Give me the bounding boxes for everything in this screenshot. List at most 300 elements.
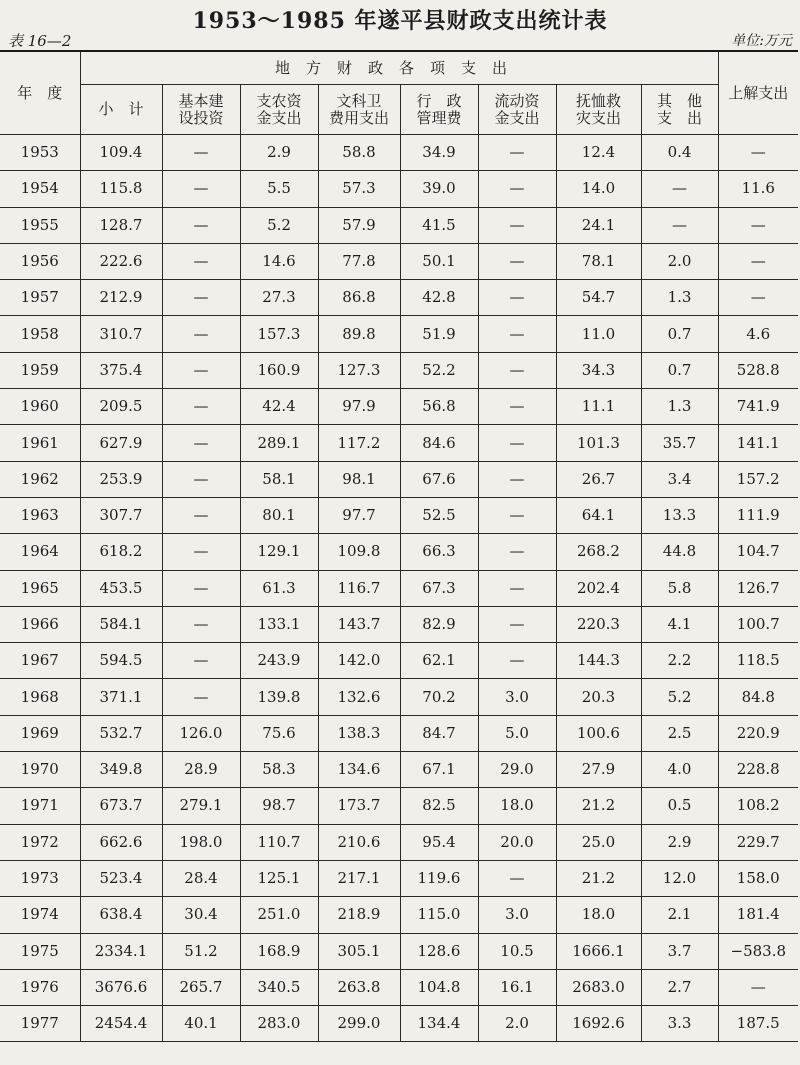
table-row [0, 570, 798, 606]
header-line: 小 计 [98, 100, 144, 118]
value-cell: — [478, 606, 556, 642]
value-cell: 0.7 [641, 352, 718, 388]
table-row [0, 933, 798, 969]
value-cell: 218.9 [318, 897, 400, 933]
value-cell: 64.1 [556, 497, 641, 533]
table-row [0, 643, 798, 679]
header-subtotal [80, 85, 162, 135]
remit-cell: 104.7 [718, 534, 798, 570]
remit-cell: — [718, 280, 798, 316]
header-relief [556, 85, 641, 135]
value-cell: 3.0 [478, 679, 556, 715]
value-cell: 4.0 [641, 752, 718, 788]
value-cell: 2.0 [478, 1006, 556, 1042]
value-cell: 133.1 [240, 606, 318, 642]
header-line: 流动资 [494, 91, 540, 110]
value-cell: 289.1 [240, 425, 318, 461]
value-cell: 44.8 [641, 534, 718, 570]
value-cell: 20.0 [478, 824, 556, 860]
header-line: 管理费 [416, 108, 462, 127]
value-cell: 125.1 [240, 860, 318, 896]
value-cell: 129.1 [240, 534, 318, 570]
value-cell: 2.0 [641, 243, 718, 279]
year-cell: 1974 [0, 897, 80, 933]
value-cell: 84.7 [400, 715, 478, 751]
year-cell: 1968 [0, 679, 80, 715]
value-cell: — [478, 425, 556, 461]
value-cell: 35.7 [641, 425, 718, 461]
value-cell: 2334.1 [80, 933, 162, 969]
table-row [0, 425, 798, 461]
year-cell: 1965 [0, 570, 80, 606]
value-cell: 2.9 [240, 135, 318, 171]
value-cell: 89.8 [318, 316, 400, 352]
value-cell: 98.7 [240, 788, 318, 824]
value-cell: — [478, 643, 556, 679]
value-cell: 305.1 [318, 933, 400, 969]
value-cell: 217.1 [318, 860, 400, 896]
value-cell: 128.6 [400, 933, 478, 969]
table-row [0, 752, 798, 788]
value-cell: — [162, 352, 240, 388]
value-cell: 2.5 [641, 715, 718, 751]
value-cell: 618.2 [80, 534, 162, 570]
value-cell: 30.4 [162, 897, 240, 933]
header-line: 抚恤救 [575, 91, 621, 110]
value-cell: 3.3 [641, 1006, 718, 1042]
value-cell: 251.0 [240, 897, 318, 933]
header-line: 支农资 [256, 91, 302, 110]
value-cell: 1.3 [641, 280, 718, 316]
remit-cell: 157.2 [718, 461, 798, 497]
year-cell: 1962 [0, 461, 80, 497]
value-cell: — [162, 606, 240, 642]
value-cell: 98.1 [318, 461, 400, 497]
value-cell: 12.4 [556, 135, 641, 171]
year-cell: 1956 [0, 243, 80, 279]
value-cell: 97.7 [318, 497, 400, 533]
year-cell: 1959 [0, 352, 80, 388]
value-cell: 77.8 [318, 243, 400, 279]
year-cell: 1969 [0, 715, 80, 751]
value-cell: 104.8 [400, 969, 478, 1005]
value-cell: — [162, 171, 240, 207]
header-line: 金支出 [256, 108, 302, 127]
remit-cell: 741.9 [718, 389, 798, 425]
value-cell: — [478, 352, 556, 388]
value-cell: 0.5 [641, 788, 718, 824]
value-cell: — [478, 280, 556, 316]
value-cell: 11.0 [556, 316, 641, 352]
value-cell: 28.9 [162, 752, 240, 788]
value-cell: — [478, 534, 556, 570]
value-cell: 283.0 [240, 1006, 318, 1042]
remit-cell: — [718, 969, 798, 1005]
table-row [0, 824, 798, 860]
value-cell: — [162, 207, 240, 243]
value-cell: 25.0 [556, 824, 641, 860]
remit-cell: 528.8 [718, 352, 798, 388]
value-cell: 75.6 [240, 715, 318, 751]
value-cell: 126.0 [162, 715, 240, 751]
year-cell: 1953 [0, 135, 80, 171]
table-row [0, 389, 798, 425]
remit-cell: — [718, 207, 798, 243]
header-line: 灾支出 [575, 108, 621, 127]
value-cell: — [162, 679, 240, 715]
value-cell: 138.3 [318, 715, 400, 751]
table-row [0, 352, 798, 388]
value-cell: — [162, 316, 240, 352]
year-cell: 1976 [0, 969, 80, 1005]
value-cell: 143.7 [318, 606, 400, 642]
year-cell: 1966 [0, 606, 80, 642]
value-cell: 119.6 [400, 860, 478, 896]
value-cell: 202.4 [556, 570, 641, 606]
header-remittance: 上解支出 [718, 51, 798, 135]
value-cell: 100.6 [556, 715, 641, 751]
year-cell: 1977 [0, 1006, 80, 1042]
value-cell: 84.6 [400, 425, 478, 461]
value-cell: 142.0 [318, 643, 400, 679]
value-cell: 243.9 [240, 643, 318, 679]
value-cell: 80.1 [240, 497, 318, 533]
year-cell: 1955 [0, 207, 80, 243]
value-cell: 20.3 [556, 679, 641, 715]
year-cell: 1957 [0, 280, 80, 316]
table-row [0, 788, 798, 824]
header-line: 文科卫 [336, 91, 382, 110]
value-cell: 10.5 [478, 933, 556, 969]
value-cell: 50.1 [400, 243, 478, 279]
table-row [0, 1006, 798, 1042]
table-row [0, 534, 798, 570]
value-cell: 12.0 [641, 860, 718, 896]
table-row [0, 497, 798, 533]
remit-cell: −583.8 [718, 933, 798, 969]
value-cell: 532.7 [80, 715, 162, 751]
value-cell: — [162, 643, 240, 679]
table-row [0, 679, 798, 715]
value-cell: 101.3 [556, 425, 641, 461]
value-cell: — [478, 243, 556, 279]
header-line: 行 政 [416, 91, 462, 110]
value-cell: 54.7 [556, 280, 641, 316]
value-cell: 26.7 [556, 461, 641, 497]
value-cell: 21.2 [556, 860, 641, 896]
value-cell: 212.9 [80, 280, 162, 316]
value-cell: 67.1 [400, 752, 478, 788]
value-cell: 307.7 [80, 497, 162, 533]
expenditure-table [0, 50, 798, 1042]
value-cell: — [162, 280, 240, 316]
table-row [0, 860, 798, 896]
value-cell: 24.1 [556, 207, 641, 243]
value-cell: 109.4 [80, 135, 162, 171]
value-cell: — [162, 497, 240, 533]
header-administration [400, 85, 478, 135]
page-title: 1953～1985 年遂平县财政支出统计表 [192, 8, 608, 34]
value-cell: 78.1 [556, 243, 641, 279]
value-cell: 57.3 [318, 171, 400, 207]
value-cell: 263.8 [318, 969, 400, 1005]
value-cell: 42.8 [400, 280, 478, 316]
value-cell: 662.6 [80, 824, 162, 860]
value-cell: 67.3 [400, 570, 478, 606]
value-cell: 5.8 [641, 570, 718, 606]
year-cell: 1975 [0, 933, 80, 969]
value-cell: 198.0 [162, 824, 240, 860]
value-cell: 3676.6 [80, 969, 162, 1005]
value-cell: 594.5 [80, 643, 162, 679]
value-cell: 39.0 [400, 171, 478, 207]
table-row [0, 969, 798, 1005]
table-row [0, 606, 798, 642]
value-cell: 5.0 [478, 715, 556, 751]
value-cell: 127.3 [318, 352, 400, 388]
value-cell: — [478, 570, 556, 606]
year-cell: 1964 [0, 534, 80, 570]
value-cell: 57.9 [318, 207, 400, 243]
remit-cell: — [718, 243, 798, 279]
value-cell: 638.4 [80, 897, 162, 933]
value-cell: 42.4 [240, 389, 318, 425]
value-cell: 58.3 [240, 752, 318, 788]
value-cell: — [478, 316, 556, 352]
value-cell: 2.7 [641, 969, 718, 1005]
value-cell: 128.7 [80, 207, 162, 243]
remit-cell: 187.5 [718, 1006, 798, 1042]
value-cell: 109.8 [318, 534, 400, 570]
value-cell: 117.2 [318, 425, 400, 461]
value-cell: 220.3 [556, 606, 641, 642]
header-working-capital [478, 85, 556, 135]
year-cell: 1967 [0, 643, 80, 679]
remit-cell: 118.5 [718, 643, 798, 679]
value-cell: 34.3 [556, 352, 641, 388]
value-cell: 222.6 [80, 243, 162, 279]
value-cell: 340.5 [240, 969, 318, 1005]
remit-cell: 228.8 [718, 752, 798, 788]
table-row [0, 897, 798, 933]
year-cell: 1971 [0, 788, 80, 824]
value-cell: 134.6 [318, 752, 400, 788]
value-cell: 627.9 [80, 425, 162, 461]
value-cell: — [478, 389, 556, 425]
value-cell: — [478, 207, 556, 243]
value-cell: 268.2 [556, 534, 641, 570]
value-cell: 2.1 [641, 897, 718, 933]
year-cell: 1960 [0, 389, 80, 425]
value-cell: 52.5 [400, 497, 478, 533]
table-row [0, 461, 798, 497]
value-cell: 673.7 [80, 788, 162, 824]
value-cell: 523.4 [80, 860, 162, 896]
table-row [0, 207, 798, 243]
value-cell: 13.3 [641, 497, 718, 533]
value-cell: — [162, 243, 240, 279]
value-cell: 11.1 [556, 389, 641, 425]
value-cell: 62.1 [400, 643, 478, 679]
value-cell: 116.7 [318, 570, 400, 606]
value-cell: — [478, 135, 556, 171]
value-cell: 58.1 [240, 461, 318, 497]
value-cell: 0.4 [641, 135, 718, 171]
value-cell: 3.0 [478, 897, 556, 933]
remit-cell: 84.8 [718, 679, 798, 715]
value-cell: — [162, 135, 240, 171]
value-cell: — [641, 207, 718, 243]
header-line: 金支出 [494, 108, 540, 127]
value-cell: 584.1 [80, 606, 162, 642]
value-cell: 3.7 [641, 933, 718, 969]
value-cell: 168.9 [240, 933, 318, 969]
value-cell: 82.9 [400, 606, 478, 642]
header-line: 费用支出 [328, 108, 389, 127]
value-cell: 265.7 [162, 969, 240, 1005]
value-cell: 27.9 [556, 752, 641, 788]
value-cell: 95.4 [400, 824, 478, 860]
value-cell: — [641, 171, 718, 207]
value-cell: 5.5 [240, 171, 318, 207]
value-cell: 160.9 [240, 352, 318, 388]
value-cell: 453.5 [80, 570, 162, 606]
value-cell: 2454.4 [80, 1006, 162, 1042]
year-cell: 1961 [0, 425, 80, 461]
value-cell: 86.8 [318, 280, 400, 316]
header-line: 设投资 [178, 108, 224, 127]
value-cell: 40.1 [162, 1006, 240, 1042]
value-cell: 371.1 [80, 679, 162, 715]
remit-cell: 4.6 [718, 316, 798, 352]
table-number: 表 16—2 [8, 32, 72, 50]
header-line: 基本建 [178, 91, 224, 110]
remit-cell: — [718, 135, 798, 171]
header-culture-science-health [318, 85, 400, 135]
value-cell: 52.2 [400, 352, 478, 388]
remit-cell: 158.0 [718, 860, 798, 896]
remit-cell: 181.4 [718, 897, 798, 933]
year-cell: 1954 [0, 171, 80, 207]
value-cell: 27.3 [240, 280, 318, 316]
value-cell: 16.1 [478, 969, 556, 1005]
value-cell: 51.9 [400, 316, 478, 352]
value-cell: 5.2 [240, 207, 318, 243]
remit-cell: 111.9 [718, 497, 798, 533]
header-line: 其 他 [657, 91, 703, 110]
value-cell: 310.7 [80, 316, 162, 352]
remit-cell: 126.7 [718, 570, 798, 606]
header-year: 年 度 [0, 51, 80, 135]
remit-cell: 108.2 [718, 788, 798, 824]
table-row [0, 280, 798, 316]
value-cell: 18.0 [478, 788, 556, 824]
value-cell: — [478, 461, 556, 497]
header-capital-construction [162, 85, 240, 135]
value-cell: 29.0 [478, 752, 556, 788]
table-row [0, 316, 798, 352]
year-cell: 1958 [0, 316, 80, 352]
value-cell: 0.7 [641, 316, 718, 352]
year-cell: 1973 [0, 860, 80, 896]
value-cell: 51.2 [162, 933, 240, 969]
value-cell: 1.3 [641, 389, 718, 425]
value-cell: 58.8 [318, 135, 400, 171]
value-cell: 3.4 [641, 461, 718, 497]
value-cell: — [162, 461, 240, 497]
value-cell: 66.3 [400, 534, 478, 570]
value-cell: 299.0 [318, 1006, 400, 1042]
value-cell: 134.4 [400, 1006, 478, 1042]
table-row [0, 171, 798, 207]
header-local-expenditure-group: 地方财政各项支出 [80, 51, 718, 85]
value-cell: 279.1 [162, 788, 240, 824]
value-cell: 14.0 [556, 171, 641, 207]
value-cell: — [162, 534, 240, 570]
value-cell: 56.8 [400, 389, 478, 425]
value-cell: 2683.0 [556, 969, 641, 1005]
value-cell: 5.2 [641, 679, 718, 715]
value-cell: 144.3 [556, 643, 641, 679]
value-cell: 4.1 [641, 606, 718, 642]
value-cell: 2.9 [641, 824, 718, 860]
value-cell: 115.0 [400, 897, 478, 933]
value-cell: 61.3 [240, 570, 318, 606]
value-cell: 34.9 [400, 135, 478, 171]
value-cell: 139.8 [240, 679, 318, 715]
value-cell: — [478, 860, 556, 896]
value-cell: 375.4 [80, 352, 162, 388]
value-cell: 173.7 [318, 788, 400, 824]
value-cell: 115.8 [80, 171, 162, 207]
value-cell: 82.5 [400, 788, 478, 824]
remit-cell: 11.6 [718, 171, 798, 207]
value-cell: 157.3 [240, 316, 318, 352]
table-row [0, 243, 798, 279]
year-cell: 1970 [0, 752, 80, 788]
year-cell: 1963 [0, 497, 80, 533]
value-cell: 349.8 [80, 752, 162, 788]
value-cell: 41.5 [400, 207, 478, 243]
header-line: 支 出 [657, 108, 703, 127]
value-cell: — [162, 425, 240, 461]
value-cell: — [162, 570, 240, 606]
value-cell: 67.6 [400, 461, 478, 497]
remit-cell: 141.1 [718, 425, 798, 461]
value-cell: 70.2 [400, 679, 478, 715]
value-cell: 97.9 [318, 389, 400, 425]
remit-cell: 229.7 [718, 824, 798, 860]
value-cell: 14.6 [240, 243, 318, 279]
value-cell: 253.9 [80, 461, 162, 497]
value-cell: 132.6 [318, 679, 400, 715]
unit-label: 单位:万元 [731, 33, 792, 49]
value-cell: 21.2 [556, 788, 641, 824]
value-cell: 1666.1 [556, 933, 641, 969]
remit-cell: 100.7 [718, 606, 798, 642]
header-agriculture-support [240, 85, 318, 135]
value-cell: 2.2 [641, 643, 718, 679]
value-cell: 209.5 [80, 389, 162, 425]
value-cell: — [478, 171, 556, 207]
value-cell: — [162, 389, 240, 425]
table-row [0, 715, 798, 751]
year-cell: 1972 [0, 824, 80, 860]
header-other [641, 85, 718, 135]
value-cell: — [478, 497, 556, 533]
table-row [0, 135, 798, 171]
remit-cell: 220.9 [718, 715, 798, 751]
